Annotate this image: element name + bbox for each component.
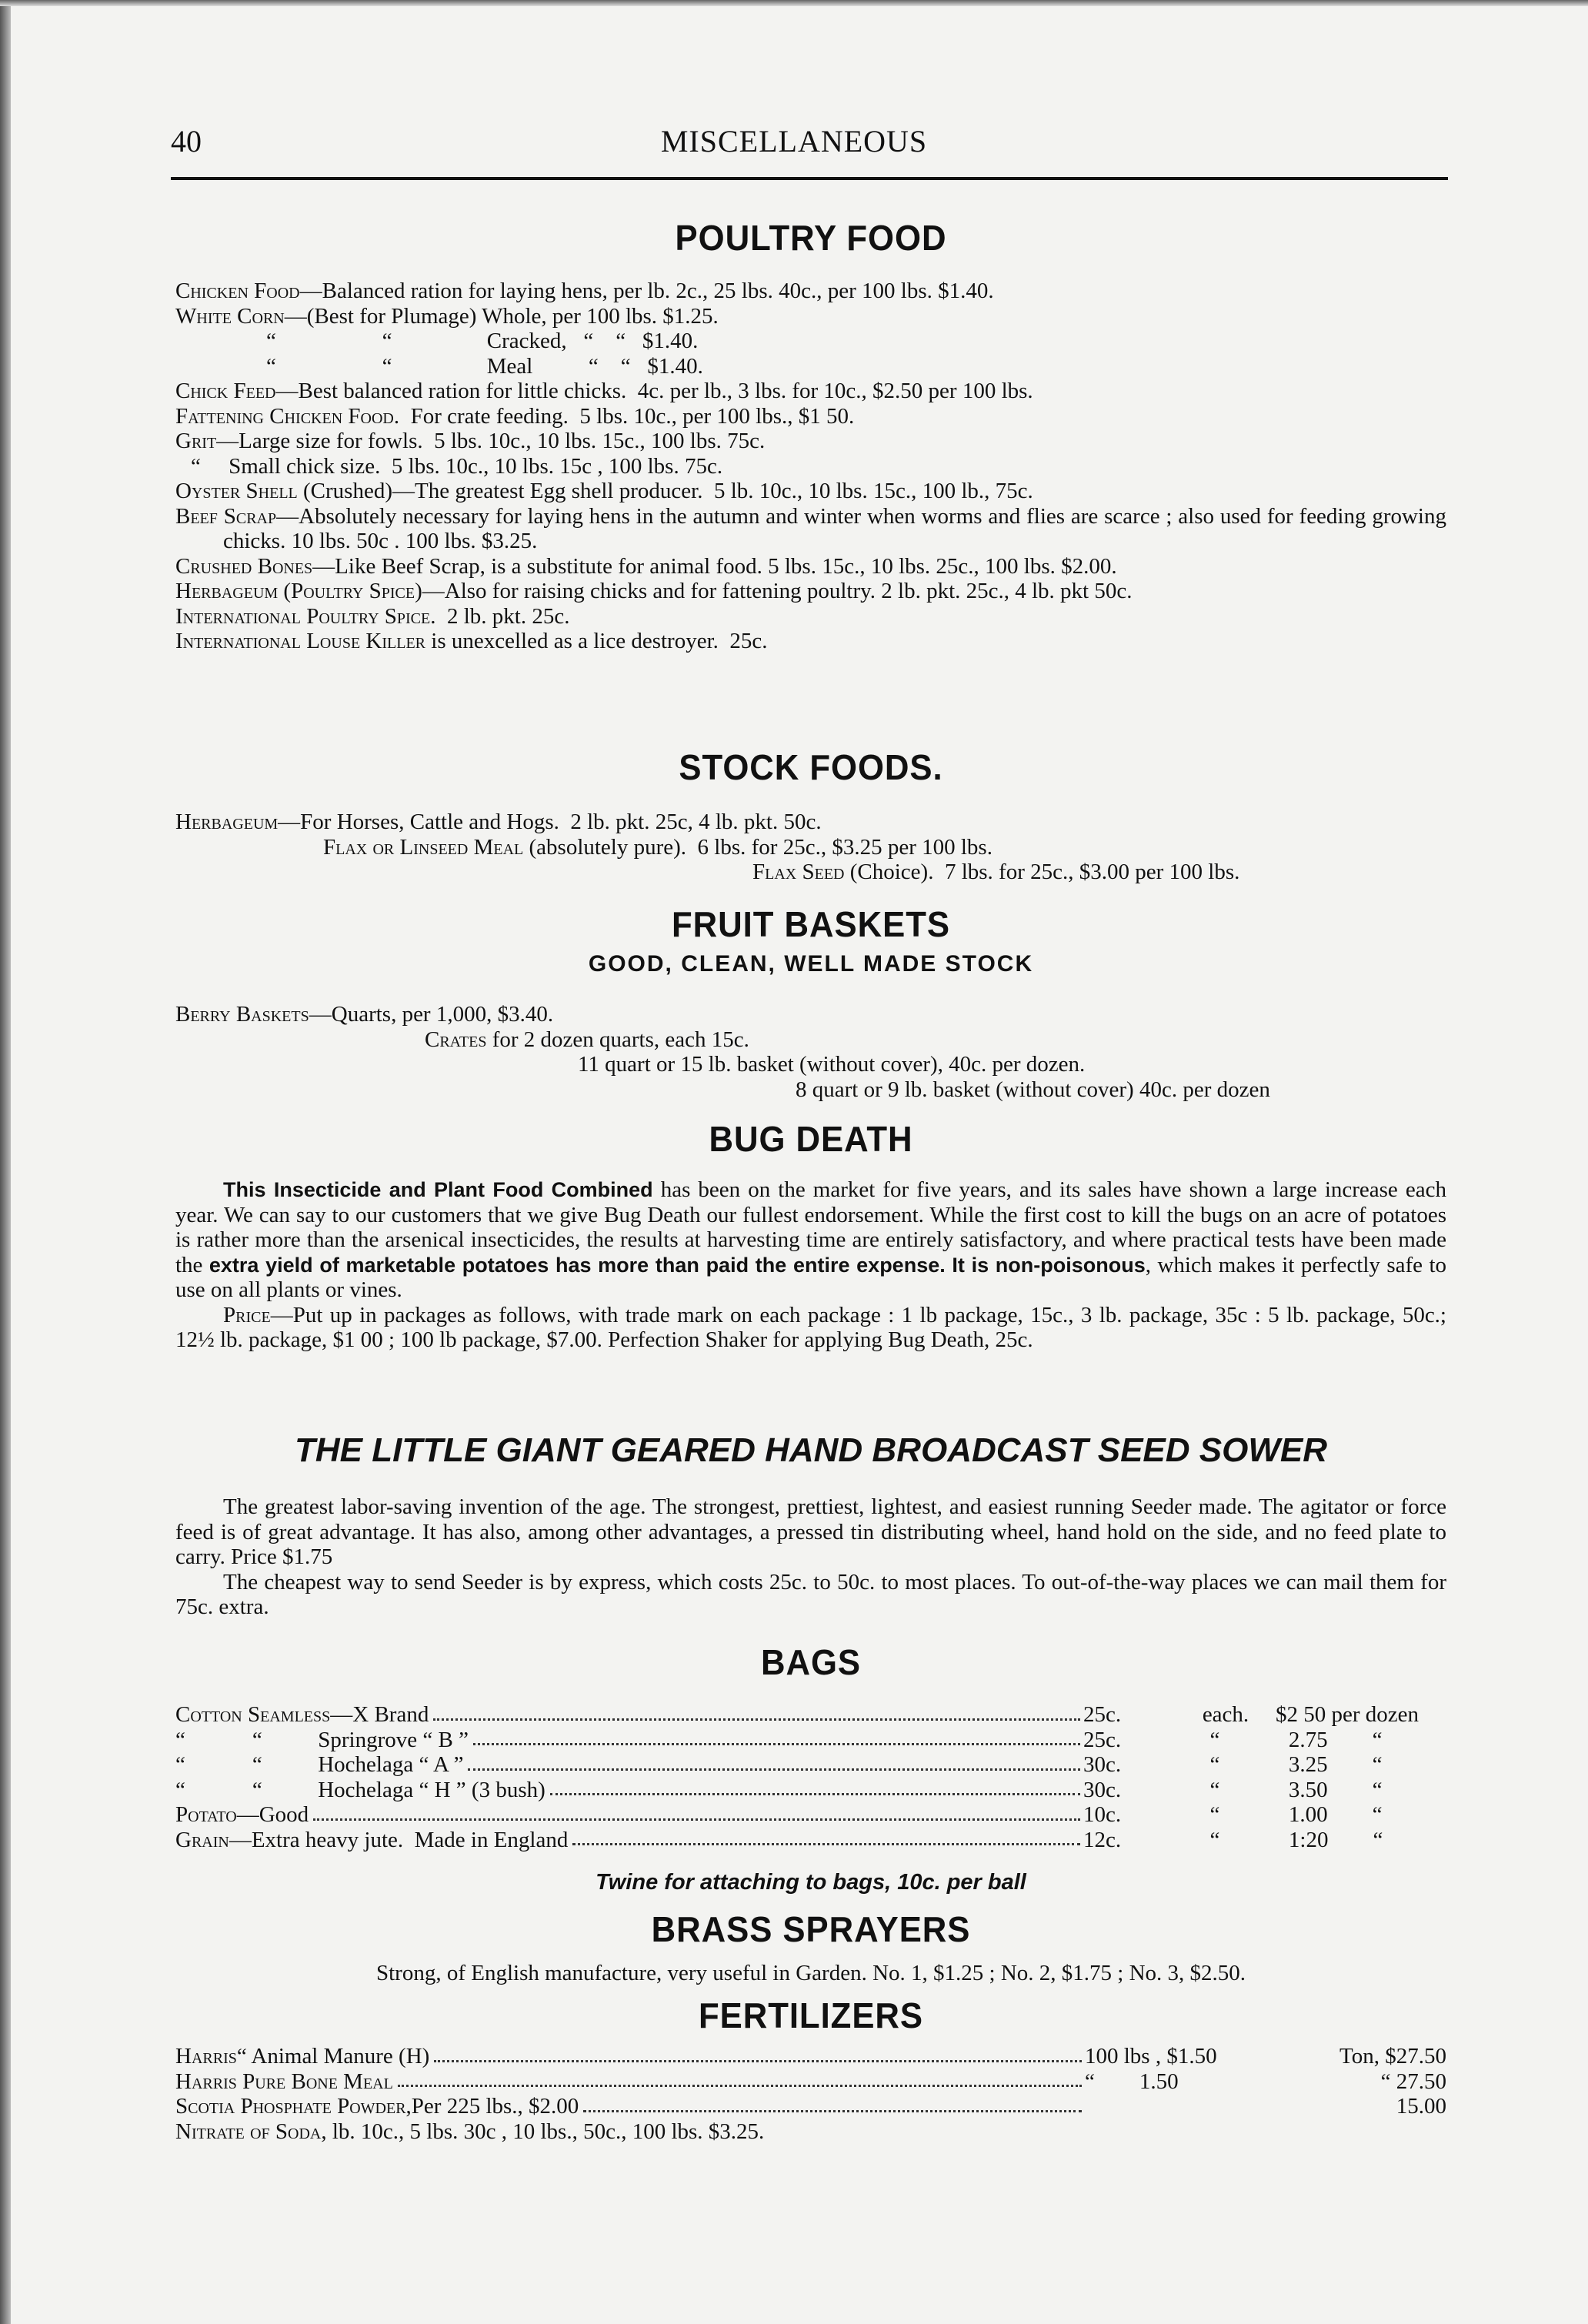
item-name: Fattening Chicken Food. <box>175 403 400 429</box>
item-name: International Louse Killer <box>175 629 426 653</box>
brass-sprayers-heading: BRASS SPRAYERS <box>651 1909 971 1949</box>
item-name: Flax Seed <box>752 860 845 884</box>
bug-death-description <box>175 1177 1446 1303</box>
item-name-cell <box>175 1802 1083 1828</box>
item-name-cell <box>175 1728 1083 1753</box>
table-row <box>175 1778 1446 1803</box>
dot-leader <box>550 1778 1080 1796</box>
list-item <box>175 304 1446 329</box>
list-item <box>175 1002 1446 1027</box>
list-item <box>175 429 1446 454</box>
table-row <box>175 1828 1446 1853</box>
poultry-food-list <box>175 279 1446 654</box>
list-item <box>175 579 1446 604</box>
list-item <box>175 404 1446 429</box>
bags-price-table <box>175 1702 1446 1852</box>
dot-leader <box>313 1802 1080 1821</box>
price-each: 10c. <box>1083 1802 1122 1827</box>
price-each: 30c. <box>1083 1777 1122 1802</box>
item-desc: “ “ Hochelaga “ A ” <box>175 1752 464 1777</box>
table-row <box>175 1752 1446 1778</box>
item-text: —Quarts, per 1,000, $3.40. <box>309 1002 554 1027</box>
item-name: International Poultry Spice. <box>175 603 436 629</box>
list-item <box>175 810 1446 835</box>
price-ton: Ton, $27.50 <box>1339 2044 1446 2069</box>
list-item <box>266 329 1446 354</box>
price-dozen: $2 50 per dozen <box>1276 1702 1420 1727</box>
item-text: is unexcelled as a lice destroyer. 25c. <box>425 629 768 653</box>
list-item <box>175 554 1446 579</box>
list-item <box>175 604 1446 629</box>
item-name-cell <box>175 2069 1085 2095</box>
item-name: Grain <box>175 1827 229 1852</box>
item-text: —Also for raising chicks and for fattening poultry. 2 lb. pkt. 25c., 4 lb. pkt 50c. <box>422 579 1133 603</box>
price-each: 25c. <box>1083 1702 1122 1727</box>
item-name-cell <box>175 1702 1083 1728</box>
item-name: Beef Scrap <box>175 503 277 529</box>
price-each: 25c. <box>1083 1727 1122 1752</box>
item-name-cell <box>175 1778 1083 1803</box>
seed-sower-description: The greatest labor-saving invention of the age. The strongest, prettiest, lightest, and easiest running Seeder made. The agitator or force feed is of great advantage. It has also, among other advantages, a pressed tin distributing wheel, hand hold on the side, and no feed plate to carry. Price $1.75 <box>175 1494 1446 1569</box>
list-item <box>175 629 1446 654</box>
item-text: “ “ Cracked, “ “ $1.40. <box>266 329 699 353</box>
poultry-food-heading: POULTRY FOOD <box>675 218 947 258</box>
table-row <box>175 1702 1446 1728</box>
header-rule <box>171 177 1448 180</box>
item-desc: “ “ Springrove “ B ” <box>175 1727 469 1752</box>
dot-leader <box>572 1828 1080 1846</box>
item-text: for 2 dozen quarts, each 15c. <box>486 1027 749 1052</box>
list-item <box>175 279 1446 304</box>
price-unit: “ <box>1209 1827 1220 1852</box>
item-name: Chicken Food <box>175 279 300 303</box>
price-100lbs: “ 1.50 <box>1085 2069 1179 2094</box>
dot-leader <box>473 1728 1080 1746</box>
text-segment: , which makes it perfectly safe to use on all plants or vines. <box>175 1252 1446 1302</box>
list-item <box>191 454 1446 479</box>
dot-leader <box>468 1752 1080 1771</box>
list-item <box>175 504 1446 554</box>
item-name-cell <box>175 2094 1085 2119</box>
bug-death-body <box>175 1177 1446 1353</box>
item-name: Nitrate of Soda, <box>175 2119 327 2144</box>
dot-leader <box>583 2094 1082 2112</box>
price-text: —Put up in packages as follows, with trade mark on each package : 1 lb package, 15c., 3 lb. package, 35c : 5 lb. package, 50c.; 12½ lb. package, $1 00 ; 100 lb package, $7.00. Perfection Shaker for applying Bug Death, 25c. <box>175 1302 1446 1352</box>
bug-death-prices <box>175 1303 1446 1353</box>
price-unit: “ <box>1209 1777 1220 1802</box>
table-row <box>175 1728 1446 1753</box>
item-name: Potato <box>175 1802 237 1827</box>
price-dozen: 2.75 “ <box>1288 1727 1383 1752</box>
price-each: 12c. <box>1083 1827 1122 1852</box>
list-item <box>578 1052 1446 1077</box>
fruit-baskets-list <box>175 1002 1446 1102</box>
table-row <box>175 2044 1446 2069</box>
list-item <box>796 1077 1446 1103</box>
item-name: Oyster Shell <box>175 479 298 503</box>
item-name: Chick Feed <box>175 379 276 403</box>
dot-leader <box>434 2044 1082 2062</box>
item-text: —Like Beef Scrap, is a substitute for animal food. 5 lbs. 15c., 10 lbs. 25c., 100 lbs. $2.00. <box>312 553 1117 579</box>
price-each: 30c. <box>1083 1752 1122 1777</box>
brass-sprayers-text: Strong, of English manufacture, very useful in Garden. No. 1, $1.25 ; No. 2, $1.75 ; No. 3, $2.50. <box>375 1961 1246 1985</box>
price-dozen: 3.50 “ <box>1288 1777 1383 1802</box>
running-title: MISCELLANEOUS <box>660 124 928 159</box>
item-text: “ Small chick size. 5 lbs. 10c., 10 lbs. 15c , 100 lbs. 75c. <box>191 453 723 479</box>
item-text: —Balanced ration for laying hens, per lb. 2c., 25 lbs. 40c., per 100 lbs. $1.40. <box>299 279 994 303</box>
item-text: —Absolutely necessary for laying hens in the autumn and winter when worms and flies are scarce ; also used for feeding growing chicks. 10 lbs. 50c . 100 lbs. $3.25. <box>223 503 1446 553</box>
price-100lbs: 100 lbs , $1.50 <box>1085 2044 1217 2069</box>
item-desc: “ Animal Manure (H) <box>236 2044 430 2069</box>
item-name: White Corn <box>175 303 285 329</box>
table-row <box>175 1802 1446 1828</box>
fruit-baskets-subtitle: GOOD, CLEAN, WELL MADE STOCK <box>588 951 1034 977</box>
dot-leader <box>433 1702 1080 1721</box>
price-dozen: 3.25 “ <box>1288 1752 1383 1777</box>
fruit-baskets-heading: FRUIT BASKETS <box>672 904 950 944</box>
fertilizers-price-table <box>175 2044 1446 2144</box>
price-dozen: 1:20 “ <box>1288 1827 1383 1852</box>
price-ton: “ 27.50 <box>1380 2069 1446 2094</box>
item-name-cell <box>175 1828 1083 1853</box>
text-segment: has been on the market for five years, and its sales have shown a large increase each year. We can say to our customers that we give Bug Death our fullest endorsement. While the first cost to kill the bugs on an acre of potatoes is rather more than the arsenical insecticides, the results at harvesting time are entirely satisfactory, and where practical tests have been made the <box>175 1177 1446 1277</box>
item-name: Herbageum (Poultry Spice) <box>175 579 422 603</box>
item-text: (absolutely pure). 6 lbs. for 25c., $3.25 per 100 lbs. <box>523 834 992 860</box>
table-row <box>175 2094 1446 2119</box>
fertilizers-heading: FERTILIZERS <box>698 1995 924 2035</box>
page-edge-shadow <box>0 0 11 2324</box>
item-name: Herbageum <box>175 810 279 834</box>
price-dozen: 1.00 “ <box>1288 1802 1383 1827</box>
item-name: Harris Pure Bone Meal <box>175 2069 393 2094</box>
item-text: lb. 10c., 5 lbs. 30c , 10 lbs., 50c., 100 lbs. $3.25. <box>326 2119 765 2144</box>
item-desc: —Good <box>236 1802 309 1827</box>
price-ton: 15.00 <box>1396 2094 1446 2119</box>
item-text: For crate feeding. 5 lbs. 10c., per 100 lbs., $1 50. <box>399 403 855 429</box>
item-desc: —Extra heavy jute. Made in England <box>229 1827 569 1852</box>
item-name: Flax or Linseed Meal <box>323 834 524 860</box>
stock-foods-heading: STOCK FOODS. <box>679 747 943 787</box>
price-label: Price <box>223 1302 271 1327</box>
price-unit: “ <box>1209 1727 1220 1752</box>
text-segment: This Insecticide and Plant Food Combined <box>223 1178 653 1201</box>
dot-leader <box>398 2069 1082 2088</box>
item-name: Crates <box>425 1027 487 1052</box>
item-text: —For Horses, Cattle and Hogs. 2 lb. pkt. 25c, 4 lb. pkt. 50c. <box>278 810 822 834</box>
seed-sower-heading: THE LITTLE GIANT GEARED HAND BROADCAST SEED SOWER <box>294 1431 1328 1469</box>
price-unit: each. <box>1202 1702 1249 1727</box>
item-text: (Choice). 7 lbs. for 25c., $3.00 per 100 lbs. <box>844 860 1240 884</box>
item-text: (Crushed)—The greatest Egg shell producer. 5 lb. 10c., 10 lbs. 15c., 100 lb., 75c. <box>297 479 1033 503</box>
item-name: Crushed Bones <box>175 553 313 579</box>
price-unit: “ <box>1209 1752 1220 1777</box>
item-text: 8 quart or 9 lb. basket (without cover) 40c. per dozen <box>796 1077 1270 1102</box>
item-text: —Best balanced ration for little chicks. 4c. per lb., 3 lbs. for 10c., $2.50 per 100 lbs. <box>275 379 1033 403</box>
page-top-edge <box>0 0 1588 6</box>
item-text: “ “ Meal “ “ $1.40. <box>266 353 703 379</box>
stock-foods-list <box>175 810 1446 885</box>
bags-heading: BAGS <box>760 1642 862 1682</box>
item-name: Grit <box>175 429 217 453</box>
bug-death-heading: BUG DEATH <box>709 1119 913 1159</box>
item-name-cell <box>175 2044 1085 2069</box>
item-name-cell <box>175 1752 1083 1778</box>
text-segment: extra yield of marketable potatoes has more than paid the entire expense. It is non-poisonous <box>209 1253 1146 1277</box>
list-item <box>266 354 1446 379</box>
item-text: 2 lb. pkt. 25c. <box>435 603 570 629</box>
list-item <box>425 1027 1446 1053</box>
seed-sower-body <box>175 1494 1446 1620</box>
list-item <box>175 479 1446 504</box>
item-text: 11 quart or 15 lb. basket (without cover), 40c. per dozen. <box>578 1052 1086 1077</box>
list-item <box>175 379 1446 404</box>
item-name: Cotton Seamless <box>175 1702 331 1727</box>
table-row <box>175 2069 1446 2095</box>
item-text: —(Best for Plumage) Whole, per 100 lbs. $1.25. <box>284 303 719 329</box>
price-unit: “ <box>1209 1802 1220 1827</box>
page-number: 40 <box>171 124 202 159</box>
list-item <box>752 860 1446 885</box>
item-name: Berry Baskets <box>175 1002 309 1027</box>
item-desc: —X Brand <box>330 1702 429 1727</box>
item-name: Scotia Phosphate Powder, <box>175 2094 412 2119</box>
item-desc: “ “ Hochelaga “ H ” (3 bush) <box>175 1777 545 1802</box>
price-100lbs <box>1085 2094 1231 2119</box>
twine-note: Twine for attaching to bags, 10c. per ball <box>596 1870 1026 1895</box>
item-name: Harris <box>175 2044 237 2069</box>
item-desc: Per 225 lbs., $2.00 <box>411 2094 579 2119</box>
list-item <box>175 2119 1446 2145</box>
seed-sower-shipping: The cheapest way to send Seeder is by express, which costs 25c. to 50c. to most places. To out-of-the-way places we can mail them for 75c. extra. <box>175 1569 1446 1619</box>
item-text: —Large size for fowls. 5 lbs. 10c., 10 lbs. 15c., 100 lbs. 75c. <box>216 429 766 453</box>
list-item <box>323 835 1446 860</box>
